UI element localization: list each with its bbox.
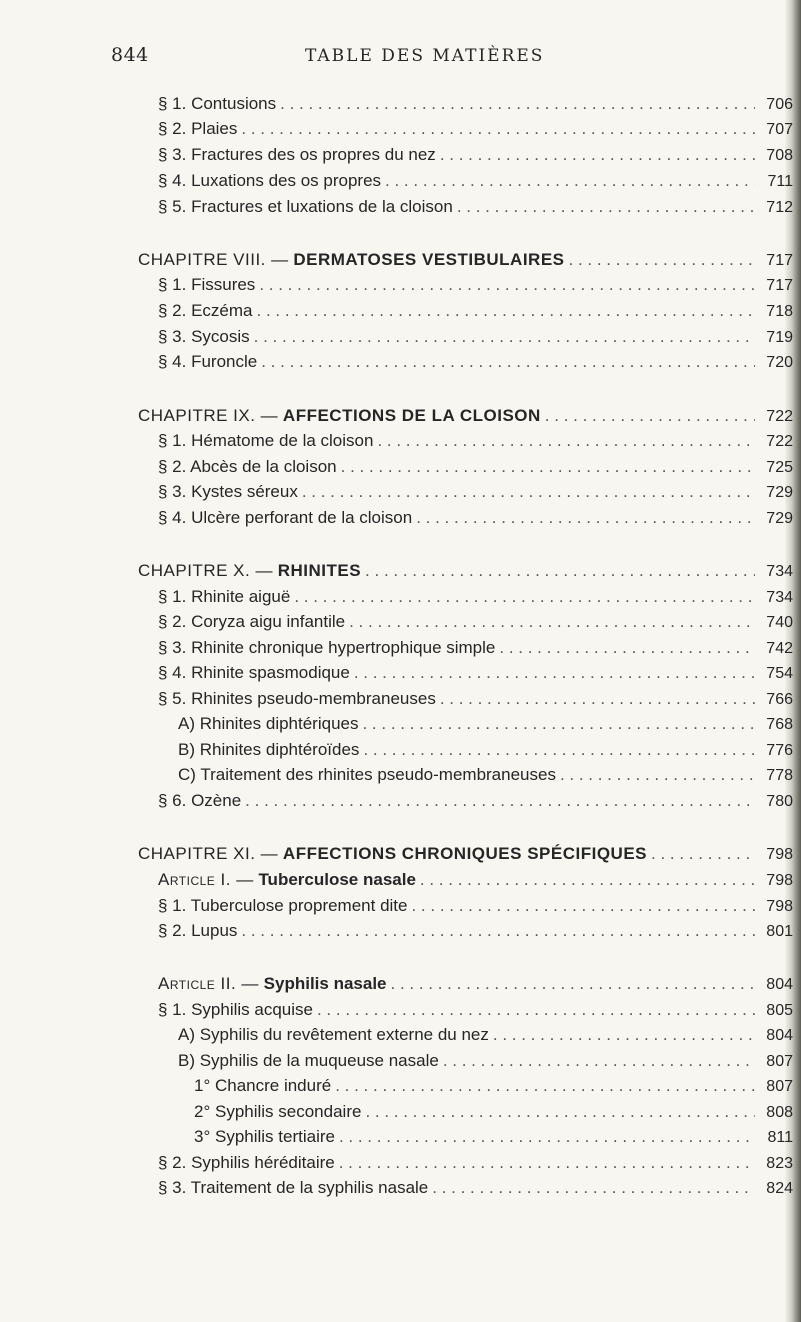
article-number: Article II. —: [158, 974, 259, 993]
toc-entry-sec: [158, 687, 793, 711]
dot-leader: [432, 1176, 755, 1200]
toc-page-number: 823: [766, 1155, 793, 1172]
article-title: Syphilis nasale: [263, 974, 387, 993]
toc-page-number: 722: [766, 408, 793, 425]
toc-entry-label: [158, 972, 391, 996]
dot-leader: [254, 325, 755, 349]
dot-leader: [365, 559, 755, 583]
chapter-title: AFFECTIONS DE LA CLOISON: [282, 406, 541, 425]
toc-entry-label: 2° Syphilis secondaire: [194, 1102, 362, 1121]
dot-leader: [354, 661, 755, 685]
toc-page-number: 780: [766, 793, 793, 810]
toc-entry-label: § 2. Syphilis héréditaire: [158, 1153, 335, 1172]
toc-page-number: 708: [766, 147, 793, 164]
toc-page-number: 718: [766, 303, 793, 320]
dot-leader: [335, 1074, 755, 1098]
toc-entry-label: [138, 842, 651, 866]
toc-entry-label: § 2. Abcès de la cloison: [158, 457, 337, 476]
toc-entry-sub: [178, 1023, 793, 1047]
toc-page-number: 776: [766, 742, 793, 759]
toc-entry-sec: [158, 299, 793, 323]
toc-entry-sec: [158, 998, 793, 1022]
chapter-number: CHAPITRE VIII. —: [138, 250, 289, 269]
toc-entry-label: § 6. Ozène: [158, 791, 242, 810]
dot-leader: [569, 248, 755, 272]
toc-entry-label: § 2. Coryza aigu infantile: [158, 612, 346, 631]
dot-leader: [440, 143, 755, 167]
toc-entry-label: 1° Chancre induré: [194, 1076, 332, 1095]
dot-leader: [245, 789, 755, 813]
toc-entry-label: 3° Syphilis tertiaire: [194, 1127, 335, 1146]
toc-entry-label: § 1. Contusions: [158, 94, 277, 113]
chapter-title: DERMATOSES VESTIBULAIRES: [293, 250, 565, 269]
running-title: TABLE DES MATIÈRES: [305, 46, 545, 66]
toc-entry-label: § 3. Fractures des os propres du nez: [158, 145, 436, 164]
dot-leader: [416, 506, 755, 530]
toc-entry-label: § 3. Rhinite chronique hypertrophique simple: [158, 638, 496, 657]
toc-entry-label: A) Syphilis du revêtement externe du nez: [178, 1025, 489, 1044]
dot-leader: [339, 1125, 755, 1149]
toc-entry-sec: [158, 610, 793, 634]
toc-page-number: 798: [766, 872, 793, 889]
dot-leader: [294, 585, 755, 609]
toc-entry-sec: [158, 661, 793, 685]
dot-leader: [241, 117, 755, 141]
toc-entry-chap: [138, 404, 793, 428]
toc-entry-label: § 2. Plaies: [158, 119, 238, 138]
dot-leader: [339, 1151, 755, 1175]
toc-entry-sec: [158, 1176, 793, 1200]
dot-leader: [365, 1100, 755, 1124]
dot-leader: [302, 480, 755, 504]
toc-entry-chap: [138, 559, 793, 583]
toc-page-number: 766: [766, 691, 793, 708]
toc-entry-label: § 1. Rhinite aiguë: [158, 587, 291, 606]
toc-entry-label: [138, 559, 365, 583]
toc-entry-num: [194, 1125, 793, 1149]
toc-page-number: 801: [766, 923, 793, 940]
toc-page-number: 824: [766, 1180, 793, 1197]
toc-entry-art: [158, 972, 793, 996]
toc-page-number: 720: [766, 354, 793, 371]
toc-entry-label: § 4. Rhinite spasmodique: [158, 663, 350, 682]
toc-entry-label: B) Rhinites diphtéroïdes: [178, 740, 360, 759]
toc-entry-label: [158, 868, 420, 892]
dot-leader: [499, 636, 755, 660]
toc-page-number: 725: [766, 459, 793, 476]
toc-page-number: 729: [766, 484, 793, 501]
toc-page-number: 740: [766, 614, 793, 631]
toc-entry-label: § 5. Rhinites pseudo-membraneuses: [158, 689, 436, 708]
toc-entry-label: [138, 248, 569, 272]
toc-page-number: 807: [766, 1053, 793, 1070]
toc-page-number: 754: [766, 665, 793, 682]
dot-leader: [385, 169, 755, 193]
toc-entry-sec: [158, 636, 793, 660]
toc-entry-label: [138, 404, 545, 428]
toc-entry-chap: [138, 248, 793, 272]
chapter-number: CHAPITRE X. —: [138, 561, 273, 580]
toc-entry-sec: [158, 585, 793, 609]
dot-leader: [377, 429, 755, 453]
toc-page-number: 778: [766, 767, 793, 784]
toc-entry-label: § 3. Traitement de la syphilis nasale: [158, 1178, 429, 1197]
dot-leader: [651, 842, 755, 866]
toc-entry-sub: [178, 1049, 793, 1073]
dot-leader: [257, 299, 756, 323]
toc-entry-sec: [158, 506, 793, 530]
toc-page-number: 707: [766, 121, 793, 138]
dot-leader: [457, 195, 755, 219]
toc-page-number: 805: [766, 1002, 793, 1019]
page-number: 844: [111, 44, 149, 66]
toc-entry-sec: [158, 195, 793, 219]
toc-page-number: 711: [767, 173, 793, 190]
toc-entry-sec: [158, 325, 793, 349]
toc-page-number: 768: [766, 716, 793, 733]
toc-page-number: 717: [766, 252, 793, 269]
dot-leader: [259, 273, 755, 297]
dot-leader: [362, 712, 755, 736]
toc-entry-sec: [158, 92, 793, 116]
dot-leader: [560, 763, 755, 787]
toc-page-number: 798: [766, 898, 793, 915]
dot-leader: [280, 92, 755, 116]
article-title: Tuberculose nasale: [258, 870, 416, 889]
toc-entry-sec: [158, 169, 793, 193]
toc-entry-label: § 1. Tuberculose proprement dite: [158, 896, 408, 915]
toc-entry-label: § 3. Sycosis: [158, 327, 250, 346]
toc-entry-sub: [178, 712, 793, 736]
toc-page-number: 734: [766, 589, 793, 606]
toc-page-number: 719: [766, 329, 793, 346]
toc-entry-sec: [158, 273, 793, 297]
toc-entry-label: § 1. Hématome de la cloison: [158, 431, 374, 450]
toc-entry-label: § 4. Furoncle: [158, 352, 258, 371]
toc-entry-sec: [158, 429, 793, 453]
toc-entry-label: B) Syphilis de la muqueuse nasale: [178, 1051, 439, 1070]
chapter-title: AFFECTIONS CHRONIQUES SPÉCIFIQUES: [282, 844, 648, 863]
toc-entry-label: § 4. Luxations des os propres: [158, 171, 382, 190]
dot-leader: [241, 919, 755, 943]
toc-page-number: 807: [766, 1078, 793, 1095]
article-number: Article I. —: [158, 870, 254, 889]
toc-entry-label: § 3. Kystes séreux: [158, 482, 298, 501]
toc-entry-sec: [158, 1151, 793, 1175]
dot-leader: [261, 350, 755, 374]
toc-page-number: 804: [766, 1027, 793, 1044]
toc-entry-sec: [158, 455, 793, 479]
chapter-title: RHINITES: [277, 561, 362, 580]
toc-entry-sub: [178, 738, 793, 762]
dot-leader: [341, 455, 755, 479]
toc-page-number: 808: [766, 1104, 793, 1121]
toc-entry-art: [158, 868, 793, 892]
toc-entry-label: § 1. Syphilis acquise: [158, 1000, 313, 1019]
dot-leader: [349, 610, 755, 634]
dot-leader: [363, 738, 755, 762]
dot-leader: [443, 1049, 755, 1073]
toc-entry-sec: [158, 919, 793, 943]
toc-entry-sub: [178, 763, 793, 787]
toc-entry-sec: [158, 480, 793, 504]
toc-page-number: 804: [766, 976, 793, 993]
toc-page-number: 712: [766, 199, 793, 216]
dot-leader: [391, 972, 756, 996]
toc-page-number: 734: [766, 563, 793, 580]
toc-entry-sec: [158, 350, 793, 374]
toc-entry-label: A) Rhinites diphtériques: [178, 714, 359, 733]
toc-page-number: 717: [766, 277, 793, 294]
toc-entry-num: [194, 1100, 793, 1124]
toc-page-number: 811: [767, 1129, 793, 1146]
toc-page-number: 798: [766, 846, 793, 863]
toc-entry-sec: [158, 894, 793, 918]
toc-entry-label: § 1. Fissures: [158, 275, 256, 294]
toc-entry-label: § 2. Lupus: [158, 921, 238, 940]
dot-leader: [440, 687, 755, 711]
chapter-number: CHAPITRE IX. —: [138, 406, 279, 425]
chapter-number: CHAPITRE XI. —: [138, 844, 279, 863]
toc-entry-chap: [138, 842, 793, 866]
dot-leader: [317, 998, 755, 1022]
dot-leader: [493, 1023, 755, 1047]
dot-leader: [420, 868, 755, 892]
toc-page-number: 742: [766, 640, 793, 657]
toc-entry-label: § 4. Ulcère perforant de la cloison: [158, 508, 413, 527]
toc-page-number: 722: [766, 433, 793, 450]
toc-entry-num: [194, 1074, 793, 1098]
toc-entry-label: § 2. Eczéma: [158, 301, 253, 320]
dot-leader: [411, 894, 755, 918]
toc-entry-sec: [158, 117, 793, 141]
toc-entry-label: C) Traitement des rhinites pseudo-membraneuses: [178, 765, 556, 784]
toc-entry-label: § 5. Fractures et luxations de la cloison: [158, 197, 453, 216]
dot-leader: [545, 404, 755, 428]
toc-page-number: 729: [766, 510, 793, 527]
toc-entry-sec: [158, 143, 793, 167]
toc-page-number: 706: [766, 96, 793, 113]
toc-entry-sec: [158, 789, 793, 813]
